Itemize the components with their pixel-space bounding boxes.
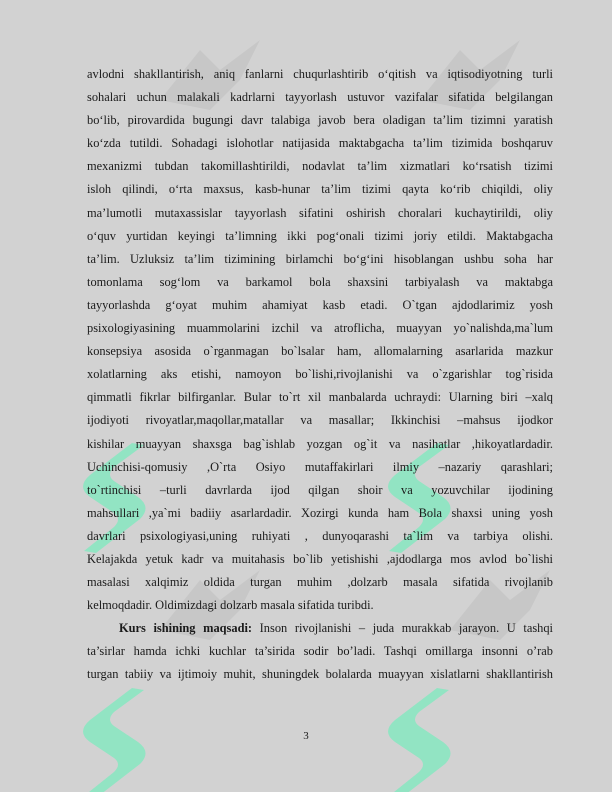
section-heading: Kurs ishining maqsadi:	[119, 621, 253, 636]
text-line: Kelajakda yetuk kadr va muitahasis bo`lib yetishishi ,ajdodlarga mos avlod bo`lishi	[87, 551, 553, 566]
text-line: xolatlarning aks etishi, namoyon bo`lishi,rivojlanishi va o`zgarishlar tog`risida	[87, 367, 553, 382]
text-line: qimmatli fikrlar bilfirganlar. Bular to`rt xil manbalarda uchraydi: Ularning biri –xalq	[87, 390, 553, 405]
text-line: ma’lumotli mutaxassislar tayyorlash sifatini oshirish choralari kuchaytirildi, oliy	[87, 205, 553, 220]
text-line: ta’sirlar hamda ichki kuchlar ta’sirida sodir bo’ladi. Tashqi omillarga insonni o’rab	[87, 644, 553, 659]
text-line: tayyorlashda g‘oyat muhim ahamiyat kasb etadi. O`tgan ajdodlarimiz yosh	[87, 297, 553, 312]
text-line: ta’lim. Uzluksiz ta’lim tizimining birlamchi bo‘g‘ini hisoblangan ushbu soha har	[87, 251, 553, 266]
text-line: ijodiyoti rivoyatlar,maqollar,matallar va masallar; Ikkinchisi –mahsus ijodkor	[87, 413, 553, 428]
page-number: 3	[303, 730, 309, 742]
text-line: avlodni shakllantirish, aniq fanlarni chuqurlashtirib o‘qitish va iqtisodiyotning turli	[87, 67, 553, 81]
text-line: davrlari psixologiyasi,uning ruhiyati , dunyoqarashi ta`lim va tarbiya olishi.	[87, 528, 553, 543]
section-intro-line	[87, 617, 553, 640]
text-line: psixologiyasining muammolarini izchil va atroflicha, muayyan yo`nalishda,ma`lum	[87, 321, 553, 336]
text-line: ko‘zda tutildi. Sohadagi islohotlar natijasida maktabgacha ta’lim tizimida boshqaruv	[87, 136, 553, 151]
text-line: konsepsiya asosida o`rganmagan bo`lsalar ham, allomalarning asarlarida mazkur	[87, 344, 553, 359]
text-line: kishilar muayyan shaxsga bag`ishlab yozgan og`it va nasihatlar ,hikoyatlardadir.	[87, 436, 553, 451]
text-line: kelmoqdadir. Oldimizdagi dolzarb masala sifatida turibdi.	[87, 598, 374, 613]
text-line: o‘quv yurtidan keyingi ta’limning ikki pog‘onali tizimi joriy etildi. Maktabgacha	[87, 228, 553, 243]
text-line: mahsullari ,ya`mi badiiy asarlardadir. Xozirgi kunda ham Bola shaxsi uning yosh	[87, 505, 553, 520]
text-line: sohalari uchun malakali kadrlarni tayyorlash ustuvor vazifalar sifatida belgilangan	[87, 90, 553, 105]
text-line: masalasi xalqimiz oldida turgan muhim ,dolzarb masala sifatida rivojlanib	[87, 575, 553, 590]
section-first-line-text: Inson rivojlanishi – juda murakkab jarayon. U tashqi	[252, 621, 553, 636]
text-line: isloh qilindi, o‘rta maxsus, kasb-hunar ta’lim tizimi qayta ko‘rib chiqildi, oliy	[87, 182, 553, 197]
text-line: Uchinchisi-qomusiy ,O`rta Osiyo mutaffakirlari ilmiy –nazariy qarashlari;	[87, 459, 553, 474]
text-line: turgan tabiiy va ijtimoiy muhit, shuningdek bolalarda muayyan xislatlarni shakllantirish	[87, 667, 553, 682]
text-line: tomonlama sog‘lom va barkamol bola shaxsini tarbiyalash va maktabga	[87, 274, 553, 289]
text-line: bo‘lib, pirovardida bugungi davr talabiga javob bera oladigan ta’lim tizimni yaratish	[87, 113, 553, 128]
body-text	[87, 63, 553, 687]
text-line: mexanizmi tubdan takomillashtirildi, nodavlat ta’lim xizmatlari ko‘rsatish tizimi	[87, 159, 553, 174]
text-line: to`rtinchisi –turli davrlarda ijod qilgan shoir va yozuvchilar ijodining	[87, 482, 553, 497]
